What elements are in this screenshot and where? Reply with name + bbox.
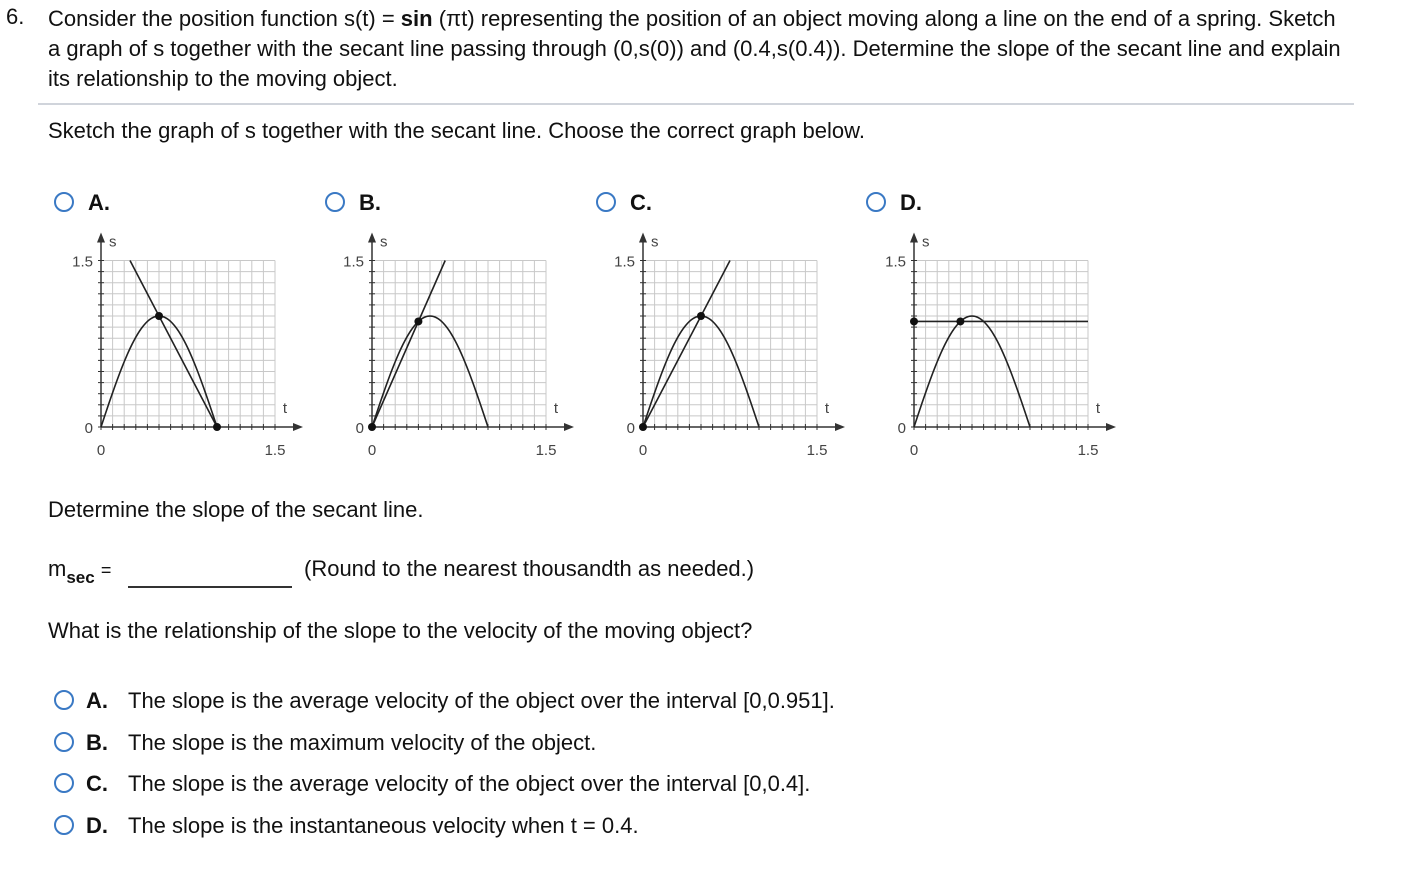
x-axis-label: t <box>553 400 559 417</box>
x-tick-label-zero: 0 <box>909 442 919 459</box>
secant-point <box>368 423 376 431</box>
msec-answer-input[interactable] <box>128 562 292 588</box>
radio-graph-d[interactable] <box>866 192 886 212</box>
choice-a-label: A. <box>86 688 108 713</box>
radio-graph-b[interactable] <box>325 192 345 212</box>
choice-b-label: B. <box>86 730 108 755</box>
radio-graph-a[interactable] <box>54 192 74 212</box>
part2-prompt: Determine the slope of the secant line. <box>48 497 424 522</box>
y-axis-label: s <box>109 233 117 251</box>
y-tick-label-zero: 0 <box>626 420 635 437</box>
x-tick-label-zero: 0 <box>96 442 106 459</box>
choice-d-text: The slope is the instantaneous velocity when t = 0.4. <box>128 813 639 838</box>
secant-point <box>213 423 221 431</box>
x-axis-arrow <box>293 423 303 431</box>
round-note: (Round to the nearest thousandth as needed.) <box>304 556 755 581</box>
question-text-part2: (πt) representing the position of an object moving along a line on the end of a spring. Sketch a graph of s together with the secant line passing through (0,s(0)) and (0.4,s(0.4)). Determine the slope of the secant line and explain its relationship to the moving object. <box>48 6 1341 91</box>
graph-b <box>327 225 557 465</box>
graph-option-d-label: D. <box>900 190 922 215</box>
msec-label <box>48 556 112 587</box>
part1-prompt: Sketch the graph of s together with the secant line. Choose the correct graph below. <box>48 118 865 143</box>
x-tick-label-end: 1.5 <box>1077 442 1099 459</box>
y-axis-arrow <box>97 233 105 243</box>
secant-point <box>697 312 705 320</box>
choice-b-text: The slope is the maximum velocity of the object. <box>128 730 597 755</box>
y-axis-label: s <box>380 233 388 251</box>
msec-sub: sec <box>66 568 95 587</box>
secant-point <box>956 317 964 325</box>
y-tick-label-top: 1.5 <box>614 253 635 271</box>
part3-prompt: What is the relationship of the slope to the velocity of the moving object? <box>48 618 753 643</box>
secant-point <box>155 312 163 320</box>
graph-option-b-label: B. <box>359 190 381 215</box>
question-text-sin: sin <box>400 6 433 31</box>
y-tick-label-top: 1.5 <box>885 253 906 271</box>
x-axis-arrow <box>564 423 574 431</box>
question-text <box>48 4 1348 94</box>
x-axis-label: t <box>824 400 830 417</box>
graph-option-a-label: A. <box>88 190 110 215</box>
msec-m: m <box>48 556 67 581</box>
graph-a <box>56 225 286 465</box>
y-tick-label-top: 1.5 <box>343 253 364 271</box>
radio-choice-b[interactable] <box>54 732 74 752</box>
radio-choice-a[interactable] <box>54 690 74 710</box>
secant-point <box>414 317 422 325</box>
secant-line <box>372 261 445 428</box>
graph-d <box>869 225 1099 465</box>
y-tick-label-top: 1.5 <box>72 253 93 271</box>
divider <box>38 103 1354 105</box>
y-axis-label: s <box>922 233 930 251</box>
x-axis-arrow <box>835 423 845 431</box>
x-axis-label: t <box>1095 400 1101 417</box>
radio-choice-c[interactable] <box>54 773 74 793</box>
msec-equals: = <box>100 560 112 580</box>
y-axis-arrow <box>639 233 647 243</box>
x-tick-label-end: 1.5 <box>806 442 828 459</box>
graph-option-c-label: C. <box>630 190 652 215</box>
y-axis-arrow <box>910 233 918 243</box>
x-axis-arrow <box>1106 423 1116 431</box>
radio-choice-d[interactable] <box>54 815 74 835</box>
radio-graph-c[interactable] <box>596 192 616 212</box>
y-axis-label: s <box>651 233 659 251</box>
x-tick-label-zero: 0 <box>367 442 377 459</box>
x-tick-label-end: 1.5 <box>264 442 286 459</box>
choice-d-label: D. <box>86 813 108 838</box>
x-tick-label-end: 1.5 <box>535 442 557 459</box>
choice-c-label: C. <box>86 771 108 796</box>
question-number: 6. <box>6 4 25 29</box>
y-axis-arrow <box>368 233 376 243</box>
y-tick-label-zero: 0 <box>84 420 93 437</box>
secant-point <box>910 317 918 325</box>
secant-line <box>130 261 217 428</box>
x-tick-label-zero: 0 <box>638 442 648 459</box>
y-tick-label-zero: 0 <box>355 420 364 437</box>
choice-a-text: The slope is the average velocity of the object over the interval [0,0.951]. <box>128 688 835 713</box>
choice-c-text: The slope is the average velocity of the object over the interval [0,0.4]. <box>128 771 811 796</box>
x-axis-label: t <box>282 400 288 417</box>
y-tick-label-zero: 0 <box>897 420 906 437</box>
secant-line <box>643 261 730 428</box>
question-text-part1: Consider the position function s(t) = <box>48 6 401 31</box>
graph-c <box>598 225 828 465</box>
secant-point <box>639 423 647 431</box>
